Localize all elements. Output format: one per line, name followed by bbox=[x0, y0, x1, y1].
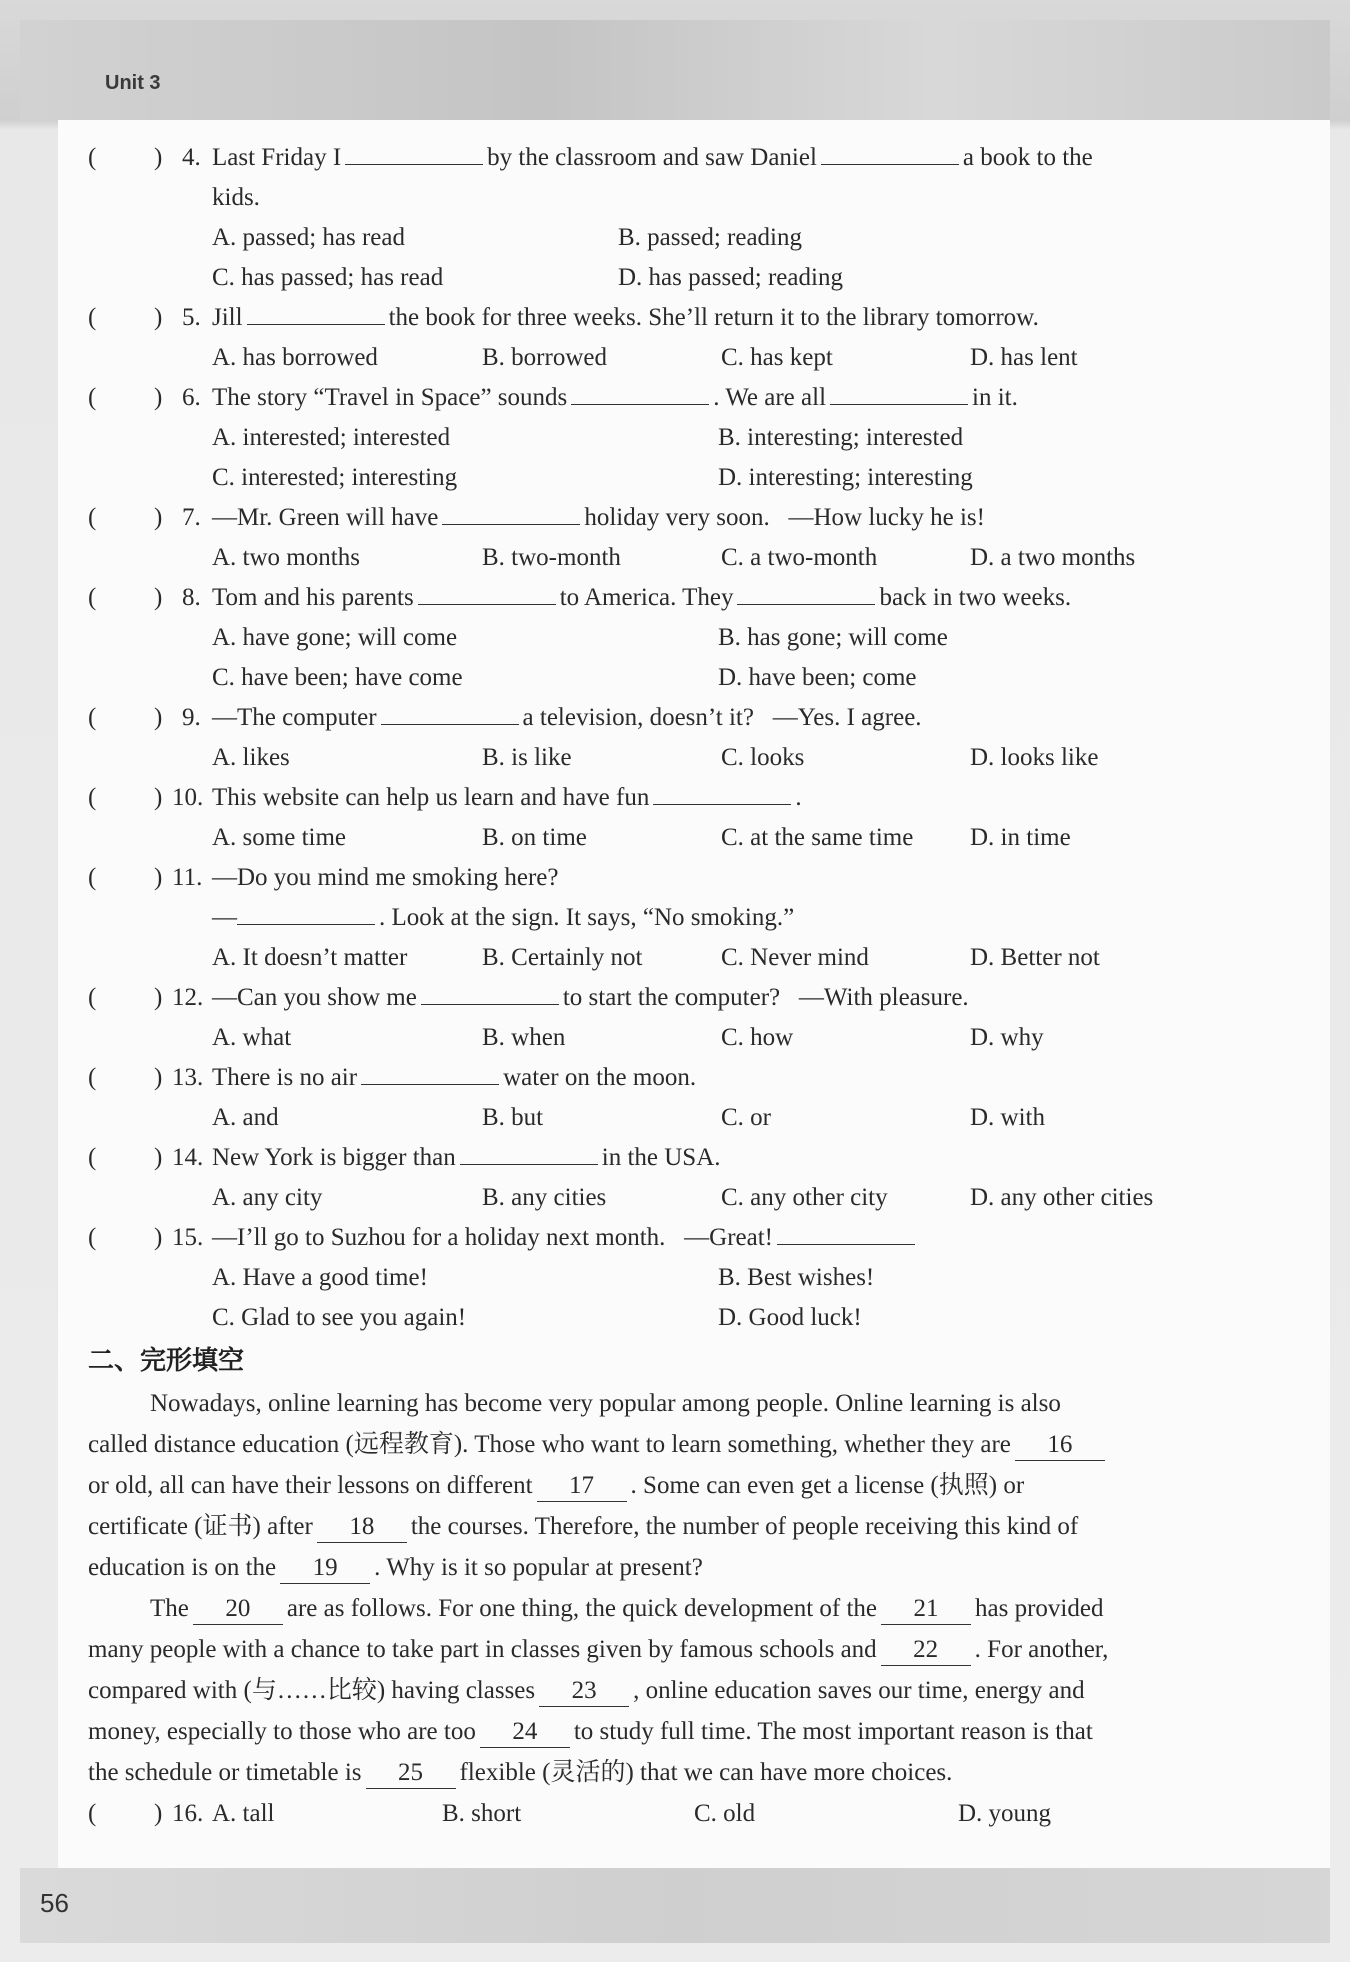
question-number: 12. bbox=[172, 984, 204, 1011]
option-a[interactable]: A. tall bbox=[212, 1800, 275, 1827]
options-row bbox=[88, 1178, 1248, 1218]
question-text-part: the book for three weeks. She’ll return it to the library tomorrow. bbox=[388, 304, 1039, 331]
options-row bbox=[88, 218, 1248, 258]
answer-paren-close: ) bbox=[154, 864, 163, 891]
answer-blank[interactable] bbox=[237, 900, 375, 925]
option-a[interactable]: A. has borrowed bbox=[212, 344, 378, 371]
answer-paren-close: ) bbox=[154, 1144, 163, 1171]
cloze-blank-21[interactable]: 21 bbox=[881, 1594, 971, 1625]
question-text-part: kids. bbox=[212, 184, 260, 211]
question-10 bbox=[88, 778, 1248, 818]
option-b[interactable]: B. when bbox=[482, 1024, 566, 1051]
option-d[interactable]: D. Better not bbox=[970, 944, 1100, 971]
question-text bbox=[212, 1138, 721, 1178]
answer-blank[interactable] bbox=[361, 1060, 499, 1085]
question-text-part: —Can you show me bbox=[212, 984, 417, 1011]
option-d[interactable]: D. a two months bbox=[970, 544, 1136, 571]
option-d[interactable]: D. looks like bbox=[970, 744, 1099, 771]
option-c[interactable]: C. how bbox=[721, 1024, 794, 1051]
passage-line bbox=[88, 1753, 1248, 1794]
answer-paren-open: ( bbox=[88, 304, 97, 331]
question-text-part: —I’ll go to Suzhou for a holiday next month. bbox=[212, 1224, 666, 1251]
options-row bbox=[88, 658, 1248, 698]
answer-paren-close: ) bbox=[154, 1800, 163, 1827]
options-row bbox=[88, 938, 1248, 978]
cloze-blank-18[interactable]: 18 bbox=[317, 1512, 407, 1543]
question-text bbox=[212, 138, 1093, 178]
answer-paren-close: ) bbox=[154, 584, 163, 611]
question-text-part: in the USA. bbox=[601, 1144, 721, 1171]
question-text-part: —Yes. I agree. bbox=[772, 704, 922, 731]
option-b[interactable]: B. short bbox=[442, 1800, 522, 1827]
passage-text: called distance education (远程教育). Those who want to learn something, whether they are bbox=[88, 1431, 1011, 1458]
answer-paren-open: ( bbox=[88, 704, 97, 731]
question-7 bbox=[88, 498, 1248, 538]
option-b[interactable]: B. interesting; interested bbox=[718, 424, 964, 451]
options-row bbox=[88, 458, 1248, 498]
option-d[interactable]: D. why bbox=[970, 1024, 1044, 1051]
answer-paren-close: ) bbox=[154, 144, 163, 171]
passage-text: certificate (证书) after bbox=[88, 1513, 313, 1540]
option-b[interactable]: B. but bbox=[482, 1104, 544, 1131]
question-text: —Do you mind me smoking here? bbox=[212, 864, 559, 891]
cloze-blank-24[interactable]: 24 bbox=[480, 1717, 570, 1748]
option-b[interactable]: B. Certainly not bbox=[482, 944, 643, 971]
question-number: 9. bbox=[182, 704, 201, 731]
footer-band bbox=[20, 1868, 1330, 1943]
answer-paren-close: ) bbox=[154, 784, 163, 811]
question-number: 11. bbox=[172, 864, 203, 891]
question-text-part: —Great! bbox=[684, 1224, 773, 1251]
question-text-part: a book to the bbox=[962, 144, 1093, 171]
option-d[interactable]: D. has lent bbox=[970, 344, 1078, 371]
cloze-blank-23[interactable]: 23 bbox=[539, 1676, 629, 1707]
option-c[interactable]: C. at the same time bbox=[721, 824, 914, 851]
question-text-part: The story “Travel in Space” sounds bbox=[212, 384, 568, 411]
passage-line bbox=[88, 1712, 1248, 1753]
options-row bbox=[88, 618, 1248, 658]
option-c[interactable]: C. interested; interesting bbox=[212, 464, 458, 491]
answer-paren-open: ( bbox=[88, 784, 97, 811]
question-number: 5. bbox=[182, 304, 201, 331]
options-row bbox=[88, 1098, 1248, 1138]
worksheet-content bbox=[88, 138, 1248, 1834]
option-c[interactable]: C. have been; have come bbox=[212, 664, 463, 691]
question-8 bbox=[88, 578, 1248, 618]
question-11 bbox=[88, 858, 1248, 898]
question-text-part: —How lucky he is! bbox=[788, 504, 985, 531]
question-number: 13. bbox=[172, 1064, 204, 1091]
question-text bbox=[212, 698, 922, 738]
options-row bbox=[88, 1298, 1248, 1338]
passage-text: has provided bbox=[975, 1595, 1104, 1622]
option-d[interactable]: D. have been; come bbox=[718, 664, 917, 691]
passage-text: to study full time. The most important reason is that bbox=[573, 1718, 1093, 1745]
option-b[interactable]: B. is like bbox=[482, 744, 572, 771]
passage-text: are as follows. For one thing, the quick development of the bbox=[286, 1595, 878, 1622]
question-text bbox=[212, 1218, 919, 1258]
answer-paren-close: ) bbox=[154, 1064, 163, 1091]
option-d[interactable]: D. with bbox=[970, 1104, 1045, 1131]
passage-text: the schedule or timetable is bbox=[88, 1759, 362, 1786]
option-b[interactable]: B. any cities bbox=[482, 1184, 607, 1211]
question-text bbox=[212, 898, 794, 938]
question-number: 6. bbox=[182, 384, 201, 411]
answer-paren-open: ( bbox=[88, 384, 97, 411]
option-a[interactable]: A. any city bbox=[212, 1184, 323, 1211]
question-number: 16. bbox=[172, 1800, 204, 1827]
option-a[interactable]: A. and bbox=[212, 1104, 279, 1131]
option-b[interactable]: B. on time bbox=[482, 824, 587, 851]
answer-paren-close: ) bbox=[154, 304, 163, 331]
options-row bbox=[88, 1018, 1248, 1058]
passage-text: , online education saves our time, energy and bbox=[633, 1677, 1085, 1704]
cloze-blank-22[interactable]: 22 bbox=[881, 1635, 971, 1666]
option-d[interactable]: D. young bbox=[958, 1800, 1052, 1827]
passage-line bbox=[88, 1384, 1248, 1425]
passage-text: The bbox=[150, 1595, 189, 1622]
question-text bbox=[212, 298, 1039, 338]
passage-text: education is on the bbox=[88, 1554, 277, 1581]
option-b[interactable]: B. Best wishes! bbox=[718, 1264, 875, 1291]
passage-text: . For another, bbox=[974, 1636, 1109, 1663]
passage-line bbox=[88, 1589, 1248, 1630]
passage-text: flexible (灵活的) that we can have more choices. bbox=[459, 1759, 953, 1786]
answer-blank[interactable] bbox=[421, 980, 559, 1005]
passage-line bbox=[88, 1548, 1248, 1589]
question-text-part: There is no air bbox=[212, 1064, 358, 1091]
options-row bbox=[88, 738, 1248, 778]
question-text-part: a television, doesn’t it? bbox=[522, 704, 754, 731]
answer-blank[interactable] bbox=[418, 580, 556, 605]
option-c[interactable]: C. or bbox=[721, 1104, 771, 1131]
option-a[interactable]: A. Have a good time! bbox=[212, 1264, 428, 1291]
question-9 bbox=[88, 698, 1248, 738]
answer-paren-open: ( bbox=[88, 864, 97, 891]
question-4 bbox=[88, 138, 1248, 178]
answer-blank[interactable] bbox=[442, 500, 580, 525]
question-number: 7. bbox=[182, 504, 201, 531]
option-d[interactable]: D. interesting; interesting bbox=[718, 464, 973, 491]
question-text-part: . Look at the sign. It says, “No smoking.” bbox=[379, 904, 795, 931]
question-6 bbox=[88, 378, 1248, 418]
question-text-part: in it. bbox=[972, 384, 1018, 411]
option-a[interactable]: A. likes bbox=[212, 744, 290, 771]
question-continuation bbox=[88, 178, 1248, 218]
answer-blank[interactable] bbox=[345, 140, 483, 165]
option-c[interactable]: C. has passed; has read bbox=[212, 264, 444, 291]
question-text-part: Tom and his parents bbox=[212, 584, 414, 611]
question-text-part: —The computer bbox=[212, 704, 377, 731]
question-text bbox=[212, 378, 1018, 418]
question-13 bbox=[88, 1058, 1248, 1098]
question-text bbox=[212, 578, 1071, 618]
answer-paren-open: ( bbox=[88, 584, 97, 611]
passage-line bbox=[88, 1671, 1248, 1712]
question-text-part: by the classroom and saw Daniel bbox=[487, 144, 817, 171]
options-row bbox=[88, 258, 1248, 298]
answer-paren-open: ( bbox=[88, 984, 97, 1011]
question-number: 4. bbox=[182, 144, 201, 171]
question-number: 10. bbox=[172, 784, 204, 811]
unit-label: Unit 3 bbox=[105, 72, 161, 94]
question-15 bbox=[88, 1218, 1248, 1258]
passage-line bbox=[88, 1466, 1248, 1507]
answer-paren-close: ) bbox=[154, 384, 163, 411]
question-text-part: back in two weeks. bbox=[879, 584, 1072, 611]
question-12 bbox=[88, 978, 1248, 1018]
question-text-part: . bbox=[795, 784, 802, 811]
option-c[interactable]: C. looks bbox=[721, 744, 805, 771]
option-b[interactable]: B. borrowed bbox=[482, 344, 607, 371]
question-14 bbox=[88, 1138, 1248, 1178]
options-row bbox=[88, 418, 1248, 458]
answer-paren-open: ( bbox=[88, 1064, 97, 1091]
options-row bbox=[88, 818, 1248, 858]
cloze-blank-16[interactable]: 16 bbox=[1015, 1430, 1105, 1461]
answer-paren-close: ) bbox=[154, 1224, 163, 1251]
passage-text: Nowadays, online learning has become very popular among people. Online learning is also bbox=[150, 1390, 1061, 1417]
cloze-passage bbox=[88, 1384, 1248, 1794]
passage-text: or old, all can have their lessons on different bbox=[88, 1472, 533, 1499]
answer-blank[interactable] bbox=[381, 700, 519, 725]
passage-line bbox=[88, 1425, 1248, 1466]
option-a[interactable]: A. two months bbox=[212, 544, 360, 571]
question-text bbox=[212, 978, 969, 1018]
answer-blank[interactable] bbox=[460, 1140, 598, 1165]
question-continuation bbox=[88, 898, 1248, 938]
cloze-blank-17[interactable]: 17 bbox=[537, 1471, 627, 1502]
option-d[interactable]: D. has passed; reading bbox=[618, 264, 843, 291]
page-number: 56 bbox=[40, 1888, 69, 1918]
passage-text: many people with a chance to take part in classes given by famous schools and bbox=[88, 1636, 877, 1663]
options-row bbox=[88, 338, 1248, 378]
section-title-cloze: 二、完形填空 bbox=[88, 1346, 245, 1376]
question-text-part: . We are all bbox=[713, 384, 827, 411]
question-text-part: Jill bbox=[212, 304, 243, 331]
option-a[interactable]: A. some time bbox=[212, 824, 347, 851]
answer-blank[interactable] bbox=[571, 380, 709, 405]
question-text-part: holiday very soon. bbox=[584, 504, 770, 531]
answer-paren-close: ) bbox=[154, 504, 163, 531]
answer-paren-open: ( bbox=[88, 144, 97, 171]
answer-blank[interactable] bbox=[653, 780, 791, 805]
question-text bbox=[212, 1058, 696, 1098]
answer-paren-open: ( bbox=[88, 1144, 97, 1171]
cloze-blank-19[interactable]: 19 bbox=[280, 1553, 370, 1584]
cloze-blank-25[interactable]: 25 bbox=[366, 1758, 456, 1789]
answer-paren-open: ( bbox=[88, 1800, 97, 1827]
passage-text: . Why is it so popular at present? bbox=[374, 1554, 703, 1581]
options-row bbox=[88, 1258, 1248, 1298]
question-number: 15. bbox=[172, 1224, 204, 1251]
answer-blank[interactable] bbox=[777, 1220, 915, 1245]
option-b[interactable]: B. two-month bbox=[482, 544, 621, 571]
options-row bbox=[88, 538, 1248, 578]
answer-paren-open: ( bbox=[88, 504, 97, 531]
question-text-part: — bbox=[212, 904, 237, 931]
option-c[interactable]: C. Never mind bbox=[721, 944, 869, 971]
answer-blank[interactable] bbox=[247, 300, 385, 325]
option-b[interactable]: B. has gone; will come bbox=[718, 624, 948, 651]
option-a[interactable]: A. passed; has read bbox=[212, 224, 405, 251]
passage-text: money, especially to those who are too bbox=[88, 1718, 476, 1745]
answer-paren-open: ( bbox=[88, 1224, 97, 1251]
option-c[interactable]: C. old bbox=[694, 1800, 756, 1827]
option-d[interactable]: D. in time bbox=[970, 824, 1071, 851]
question-text-part: —Mr. Green will have bbox=[212, 504, 439, 531]
header-band bbox=[20, 20, 1330, 120]
passage-line bbox=[88, 1507, 1248, 1548]
answer-blank[interactable] bbox=[821, 140, 959, 165]
passage-text: . Some can even get a license (执照) or bbox=[630, 1472, 1025, 1499]
option-d[interactable]: D. any other cities bbox=[970, 1184, 1154, 1211]
option-d[interactable]: D. Good luck! bbox=[718, 1304, 862, 1331]
question-text bbox=[212, 498, 985, 538]
question-text-part: This website can help us learn and have fun bbox=[212, 784, 650, 811]
option-c[interactable]: C. Glad to see you again! bbox=[212, 1304, 467, 1331]
option-a[interactable]: A. have gone; will come bbox=[212, 624, 458, 651]
question-text-part: to start the computer? bbox=[562, 984, 781, 1011]
option-a[interactable]: A. It doesn’t matter bbox=[212, 944, 408, 971]
question-number: 8. bbox=[182, 584, 201, 611]
question-16 bbox=[88, 1794, 1248, 1834]
option-c[interactable]: C. a two-month bbox=[721, 544, 878, 571]
answer-blank[interactable] bbox=[737, 580, 875, 605]
option-a[interactable]: A. what bbox=[212, 1024, 292, 1051]
option-c[interactable]: C. has kept bbox=[721, 344, 833, 371]
cloze-blank-20[interactable]: 20 bbox=[193, 1594, 283, 1625]
option-c[interactable]: C. any other city bbox=[721, 1184, 888, 1211]
question-text bbox=[212, 778, 802, 818]
answer-paren-close: ) bbox=[154, 704, 163, 731]
question-number: 14. bbox=[172, 1144, 204, 1171]
answer-blank[interactable] bbox=[830, 380, 968, 405]
option-b[interactable]: B. passed; reading bbox=[618, 224, 802, 251]
passage-text: the courses. Therefore, the number of people receiving this kind of bbox=[410, 1513, 1079, 1540]
option-a[interactable]: A. interested; interested bbox=[212, 424, 451, 451]
question-text-part: New York is bigger than bbox=[212, 1144, 456, 1171]
question-text-part: to America. They bbox=[559, 584, 734, 611]
question-5 bbox=[88, 298, 1248, 338]
passage-line bbox=[88, 1630, 1248, 1671]
question-text-part: —With pleasure. bbox=[798, 984, 969, 1011]
question-text-part: water on the moon. bbox=[503, 1064, 697, 1091]
answer-paren-close: ) bbox=[154, 984, 163, 1011]
passage-text: compared with (与……比较) having classes bbox=[88, 1677, 536, 1704]
question-text-part: Last Friday I bbox=[212, 144, 342, 171]
